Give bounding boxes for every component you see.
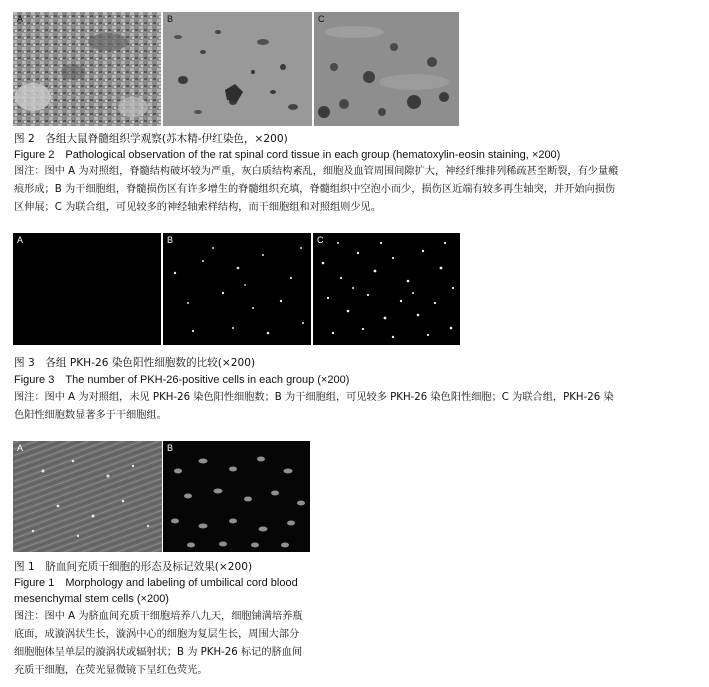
fig2-caption-cn: 图 2 各组大鼠脊髓组织学观察(苏木精-伊红染色，×200)	[14, 133, 288, 145]
fig1-caption-en-line: Figure 1 Morphology and labeling of umbilical cord blood	[14, 577, 298, 589]
panel-label-b: B	[167, 443, 174, 453]
panel-label-a: A	[17, 443, 24, 453]
fig2-panel-b	[163, 12, 312, 126]
fluorescence-image	[313, 233, 460, 345]
fig1-note-line: 底面，成漩涡状生长，漩涡中心的细胞为复层生长，周围大部分	[14, 629, 300, 640]
fig3-panel-b	[163, 233, 311, 345]
fig1-note-line: 细胞胞体呈单层的漩涡状或辐射状；B 为 PKH-26 标记的脐血间	[14, 647, 303, 658]
fig1-note-line: 图注：图中 A 为脐血间充质干细胞培养八九天，细胞铺满培养瓶	[14, 611, 303, 622]
panel-label-c: C	[317, 235, 324, 245]
fig1-caption-en	[14, 575, 298, 607]
he-stain-image	[314, 12, 459, 126]
fig1-note	[14, 608, 374, 680]
fig2-note	[14, 163, 704, 217]
fig2-panel-a	[13, 12, 161, 126]
panel-label-a: A	[17, 14, 24, 24]
fluorescence-image	[163, 233, 311, 345]
fig3-caption-en: Figure 3 The number of PKH-26-positive cells in each group (×200)	[14, 374, 350, 386]
fig3-panel-c	[313, 233, 460, 345]
fig2-panel-c	[314, 12, 459, 126]
fig3-note-line: 色阳性细胞数显著多于干细胞组。	[14, 410, 167, 421]
fluorescence-image	[163, 441, 310, 552]
cell-culture-image	[13, 441, 162, 552]
panel-label-c: C	[318, 14, 325, 24]
fig3-caption-cn: 图 3 各组 PKH-26 染色阳性细胞数的比较(×200)	[14, 357, 256, 369]
fig3-panel-a	[13, 233, 161, 345]
panel-label-b: B	[167, 14, 174, 24]
fig1-panel-a	[13, 441, 162, 552]
fig3-note-line: 图注：图中 A 为对照组，未见 PKH-26 染色阳性细胞数；B 为干细胞组，可见较多 PKH-26 染色阳性细胞；C 为联合组，PKH-26 染	[14, 392, 614, 403]
fig1-caption-en-line: mesenchymal stem cells (×200)	[14, 593, 169, 605]
fig1-caption-cn: 图 1 脐血间充质干细胞的形态及标记效果(×200)	[14, 561, 253, 573]
fig1-note-line: 充质干细胞，在荧光显微镜下呈红色荧光。	[14, 665, 208, 676]
he-stain-image	[163, 12, 312, 126]
fig1-panel-b	[163, 441, 310, 552]
fig2-note-line: 痕形成；B 为干细胞组，脊髓损伤区有许多增生的脊髓组织充填，脊髓组织中空泡小而少，损伤区近端有较多再生轴突，并开始向损伤	[14, 184, 616, 195]
fig2-caption-en: Figure 2 Pathological observation of the rat spinal cord tissue in each group (hematoxylin-eosin staining, ×200)	[14, 149, 561, 161]
panel-label-b: B	[167, 235, 174, 245]
he-stain-image	[13, 12, 161, 126]
fig2-note-line: 图注：图中 A 为对照组，脊髓结构破坏较为严重，灰白质结构紊乱，细胞及血管周围间隙扩大，神经纤维排列稀疏甚至断裂，有少量瘢	[14, 166, 619, 177]
fig3-note	[14, 389, 704, 425]
fig2-note-line: 区伸展；C 为联合组，可见较多的神经轴索样结构，而干细胞组和对照组则少见。	[14, 202, 381, 213]
panel-label-a: A	[17, 235, 24, 245]
